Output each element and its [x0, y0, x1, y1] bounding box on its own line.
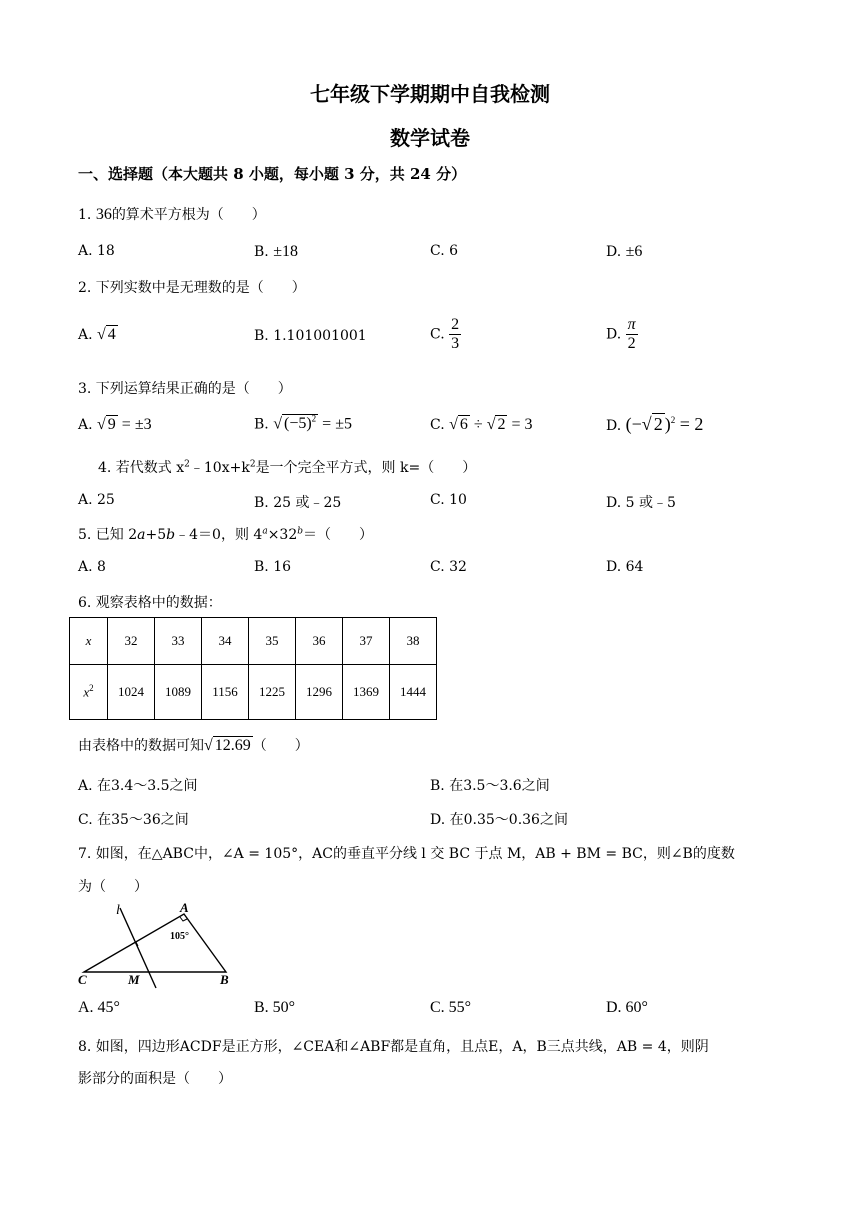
table-row: [70, 618, 437, 665]
label-b: B: [220, 972, 229, 987]
angle-105-label: 105°: [170, 931, 189, 942]
question-4-stem: 4. 若代数式 $x^2﹣10x+k^2$是一个完全平方式，则 k=（ ）: [98, 459, 477, 476]
table-cell: 1156: [202, 665, 249, 720]
q5-option-b: B. 16: [254, 559, 292, 575]
q6-option-d: D. 在0.35～0.36之间: [430, 812, 568, 828]
q4-option-b: B. 25 或﹣25: [254, 495, 342, 511]
q2-option-b: B. 1.101001001: [254, 328, 367, 344]
q5-option-a: A. 8: [78, 559, 106, 575]
q1-option-b: B. ±18: [254, 243, 298, 260]
q3-option-a: A. √ 9 = ±3: [78, 416, 152, 433]
table-cell: 33: [155, 618, 202, 665]
table-cell: 1024: [108, 665, 155, 720]
table-cell: 1225: [249, 665, 296, 720]
q3-option-c: C. √ 6 ÷ √ 2 = 3: [430, 416, 533, 433]
q6-option-b: B. 在3.5～3.6之间: [430, 778, 550, 794]
q4-option-d: D. 5 或﹣5: [606, 495, 676, 511]
section-heading: 一、选择题（本大题共 8 小题，每小题 3 分，共 24 分）: [78, 165, 467, 183]
q2-option-c: C. $\frac{2}{3}$: [430, 316, 460, 352]
label-a: A: [180, 900, 189, 915]
question-7-stem-line1: 7. 如图，在△ABC中，∠A = 105°，AC的垂直平分线 l 交 BC 于点 M，AB + BM = BC，则∠B的度数: [78, 846, 735, 862]
q5-option-d: D. 64: [606, 559, 644, 575]
q6-option-a: A. 在3.4～3.5之间: [78, 778, 198, 794]
question-8-stem-line2: 影部分的面积是（ ）: [78, 1071, 232, 1087]
table-cell: 1296: [296, 665, 343, 720]
question-8-stem-line1: 8. 如图，四边形ACDF是正方形，∠CEA和∠ABF都是直角，且点E，A，B三点共线，AB = 4，则阴: [78, 1039, 709, 1055]
label-c: C: [78, 972, 87, 987]
question-7-stem-line2: 为（ ）: [78, 879, 148, 895]
table-cell: 1089: [155, 665, 202, 720]
table-row: [70, 665, 437, 720]
table-cell: 1369: [343, 665, 390, 720]
q6-option-c: C. 在35～36之间: [78, 812, 189, 828]
label-m: M: [128, 972, 140, 987]
table-cell: 34: [202, 618, 249, 665]
q5-option-c: C. 32: [430, 559, 467, 575]
q7-option-a: A. 45°: [78, 999, 120, 1016]
table-cell: 32: [108, 618, 155, 665]
q2-option-a: A. √ 4: [78, 326, 116, 343]
question-3-stem: 3. 下列运算结果正确的是（ ）: [78, 381, 292, 397]
question-6-follow: 由表格中的数据可知√ 12.69 （ ）: [78, 737, 309, 754]
table-header-x-squared: $x^2$: [70, 665, 108, 720]
table-cell: 36: [296, 618, 343, 665]
q3-option-b: B. √ $(-5)^2 = \pm 5$: [254, 414, 352, 433]
q7-option-d: D. 60°: [606, 999, 648, 1016]
question-5-stem: 5. 已知 2a+5b﹣4＝0，则 $4^a\times 32^b=$（ ）: [78, 526, 373, 543]
q1-option-c: C. 6: [430, 243, 459, 259]
q1-option-a: A. 18: [78, 243, 115, 259]
question-6-stem: 6. 观察表格中的数据：: [78, 595, 222, 611]
page-subtitle: 数学试卷: [390, 126, 470, 150]
q7-option-c: C. 55°: [430, 999, 472, 1016]
q3-option-d: D. (−√ 2 )$^2$ = 2: [606, 414, 704, 434]
table-cell: 1444: [390, 665, 437, 720]
q7-option-b: B. 50°: [254, 999, 296, 1016]
q1-option-d: D. ±6: [606, 243, 643, 260]
page-title: 七年级下学期期中自我检测: [310, 82, 550, 106]
table-cell: 37: [343, 618, 390, 665]
data-table: [69, 617, 437, 720]
question-2-stem: 2. 下列实数中是无理数的是（ ）: [78, 280, 306, 296]
q4-option-a: A. 25: [78, 492, 115, 508]
label-l: l: [116, 903, 120, 918]
triangle-figure: [70, 900, 250, 992]
q2-option-d: D. $\frac{\pi}{2}$: [606, 316, 636, 352]
table-cell: 35: [249, 618, 296, 665]
q4-option-c: C. 10: [430, 492, 467, 508]
question-1-stem: 1. 36的算术平方根为（ ）: [78, 206, 266, 223]
table-cell: 38: [390, 618, 437, 665]
table-header-x: x: [70, 618, 108, 665]
triangle-abc: [84, 914, 226, 972]
